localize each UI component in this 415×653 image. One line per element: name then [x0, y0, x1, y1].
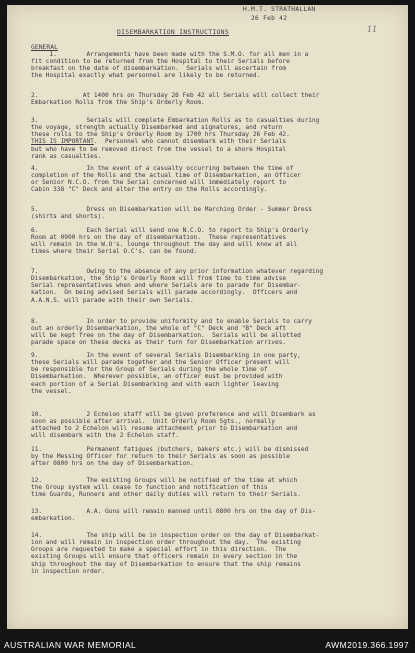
paragraph-10: [31, 411, 393, 440]
paragraph-line: out an orderly Disembarkation, the whole of "C" Deck and "B" Deck aft: [31, 325, 287, 333]
paragraph-line: completion of the Rolls and the actual time of Disembarkation, an Officer: [31, 172, 301, 180]
paragraph-line: A.A.N.S. will parade with their own Serials.: [31, 296, 194, 304]
paragraph-line: in inspection order.: [31, 567, 105, 575]
paragraph-line: 11. Permanent fatigues (butchers, bakers etc.) will be dismissed: [31, 446, 309, 453]
paragraph-line: Room at 0900 hrs on the day of disembarkation. These representatives: [31, 234, 287, 242]
paragraph-1: [31, 51, 393, 80]
page-title: DISEMBARKATION INSTRUCTIONS: [117, 28, 229, 36]
paragraph-line: 7. Owing to the absence of any prior information whatever regarding: [31, 268, 324, 275]
paragraph-line: these Serials will parade together and the Senior Officer present will: [31, 359, 290, 367]
paragraph-line: 9. In the event of several Serials Disembarking in one party,: [31, 352, 301, 359]
paragraph-line: embarkation.: [31, 515, 76, 523]
paragraph-line: 12. The existing Groups will be notified of the time at which: [31, 477, 298, 484]
paragraph-line: 14. The ship will be in inspection order on the day of Disembarkat-: [31, 532, 320, 539]
paragraph-line: fit condition to be returned from the Hospital to their Serials before: [31, 58, 290, 66]
paragraph-line: will disembark with the 2 Echelon staff.: [31, 432, 179, 440]
paragraph-7: [31, 268, 393, 304]
paragraph-line: 10. 2 Echelon staff will be given preference and will Disembark as: [31, 411, 316, 418]
paragraph-line: 13. A.A. Guns will remain manned until 0800 hrs on the day of Dis-: [31, 508, 316, 515]
paragraph-line: Disembarkation. Wherever possible, an officer must be provided with: [31, 373, 283, 381]
header-date: 26 Feb 42: [251, 15, 288, 22]
paragraph-line: 8. In order to provide uniformity and to enable Serials to carry: [31, 318, 312, 325]
paragraph-line: existing Groups will ensure that officers remain in every section in the: [31, 553, 298, 561]
paragraph-11: [31, 446, 393, 467]
paragraph-line: by the Messing Officer for return to their Serials as soon as possible: [31, 453, 290, 461]
paragraph-line: will remain in the W.O's. lounge throughout the day and will know at all: [31, 241, 298, 249]
footer-accession-number: AWM2019.366.1997: [325, 640, 409, 650]
handwritten-page-number: 11: [367, 25, 378, 34]
paragraph-5: [31, 206, 393, 220]
paragraph-line: be responsible for the Group of Serials during the whole time of: [31, 366, 268, 374]
paragraph-line: times where their Serial O.C's. can be found.: [31, 248, 198, 256]
paragraph-line: but who have to be removed direct from the vessel to a shore Hospital: [31, 145, 287, 153]
paragraph-line: ship throughout the day of Disembarkation to ensure that the ship remains: [31, 560, 301, 568]
paragraph-line: will be kept free on the day of Disembarkation. Serials will be allotted: [31, 332, 301, 340]
paragraph-line: Cabin 338 "C" Deck and alter the entry on the Rolls accordingly.: [31, 186, 268, 194]
paragraph-line: 3. Serials will complete Embarkation Rolls as to casualties during: [31, 117, 320, 124]
important-notice: THIS IS IMPORTANT: [31, 138, 94, 146]
paragraph-line: each portion of a Serial Disembarking and with each lighter leaving: [31, 380, 279, 388]
paragraph-line: the Group system will cease to function and notification of this: [31, 484, 268, 492]
paragraph-2: [31, 92, 393, 106]
paragraph-line: (shirts and shorts).: [31, 213, 105, 221]
document-page: [7, 5, 408, 629]
paragraph-9: [31, 352, 393, 395]
paragraph-line: Disembarkation, the Ship's Orderly Room will from time to time advise: [31, 275, 287, 283]
paragraph-line: 6. Each Serial will send one N.C.O. to report to Ship's Orderly: [31, 227, 309, 234]
paragraph-12: [31, 477, 393, 498]
archive-footer: [0, 636, 415, 653]
paragraph-3: [31, 117, 393, 160]
paragraph-line: 5. Dress on Disembarkation will be Marching Order - Summer Dress: [31, 206, 312, 213]
paragraph-line: these rolls to the Ship's Orderly Room by 1700 hrs Thursday 26 Feb 42.: [31, 131, 290, 139]
paragraph-line: time Guards, Runners and other daily duties will return to their Serials.: [31, 491, 301, 499]
paragraph-line: 2. At 1400 hrs on Thursday 26 Feb 42 all Serials will collect their: [31, 92, 320, 99]
paragraph-line: attached to 2 Echelon will resume attachment prior to Disembarkation and: [31, 425, 298, 433]
paragraph-line: the voyage, strength actually Disembarked and signatures, and return: [31, 124, 283, 132]
paragraph-line: the vessel.: [31, 387, 72, 395]
paragraph-line: [31, 138, 393, 145]
ship-name: H.M.T. STRATHALLAN: [243, 6, 316, 13]
important-continuation: . Personnel who cannot disembark with their Serials: [93, 138, 287, 146]
paragraph-line: the Hospital exactly what personnel are likely to be returned.: [31, 72, 261, 80]
paragraph-6: [31, 227, 393, 256]
paragraph-4: [31, 165, 393, 194]
section-heading: GENERAL: [31, 43, 58, 51]
paragraph-line: or Senior N.C.O. from the Serial concerned will immediately report to: [31, 179, 287, 187]
paragraph-line: soon as possible after arrival. Unit Orderly Room Sgts., normally: [31, 418, 276, 426]
paragraph-line: ion and will remain in inspection order throughout the day. The existing: [31, 539, 301, 547]
paragraph-line: Groups are requested to make a special effort in this direction. The: [31, 546, 287, 554]
paragraph-14: [31, 532, 393, 575]
paragraph-line: 1. Arrangements have been made with the S.M.O. for all men in a: [31, 51, 309, 58]
paragraph-line: parade space on these decks as their turn for Disembarkation arrives.: [31, 339, 287, 347]
paragraph-8: [31, 318, 393, 347]
paragraph-line: 4. In the event of a casualty occurring between the time of: [31, 165, 294, 172]
paragraph-line: rank as casualties.: [31, 152, 102, 160]
paragraph-line: Embarkation Rolls from the Ship's Orderly Room.: [31, 99, 205, 107]
paragraph-line: kation. On being advised Serials will parade accordingly. Officers and: [31, 289, 298, 297]
paragraph-13: [31, 508, 393, 522]
paragraph-line: breakfast on the date of disembarkation. Serials will ascertain from: [31, 65, 287, 73]
paragraph-line: after 0800 hrs on the day of Disembarkation.: [31, 460, 194, 468]
footer-institution: AUSTRALIAN WAR MEMORIAL: [4, 640, 137, 650]
paragraph-line: Serial representatives when and where Serials are to parade for Disembar-: [31, 282, 301, 290]
